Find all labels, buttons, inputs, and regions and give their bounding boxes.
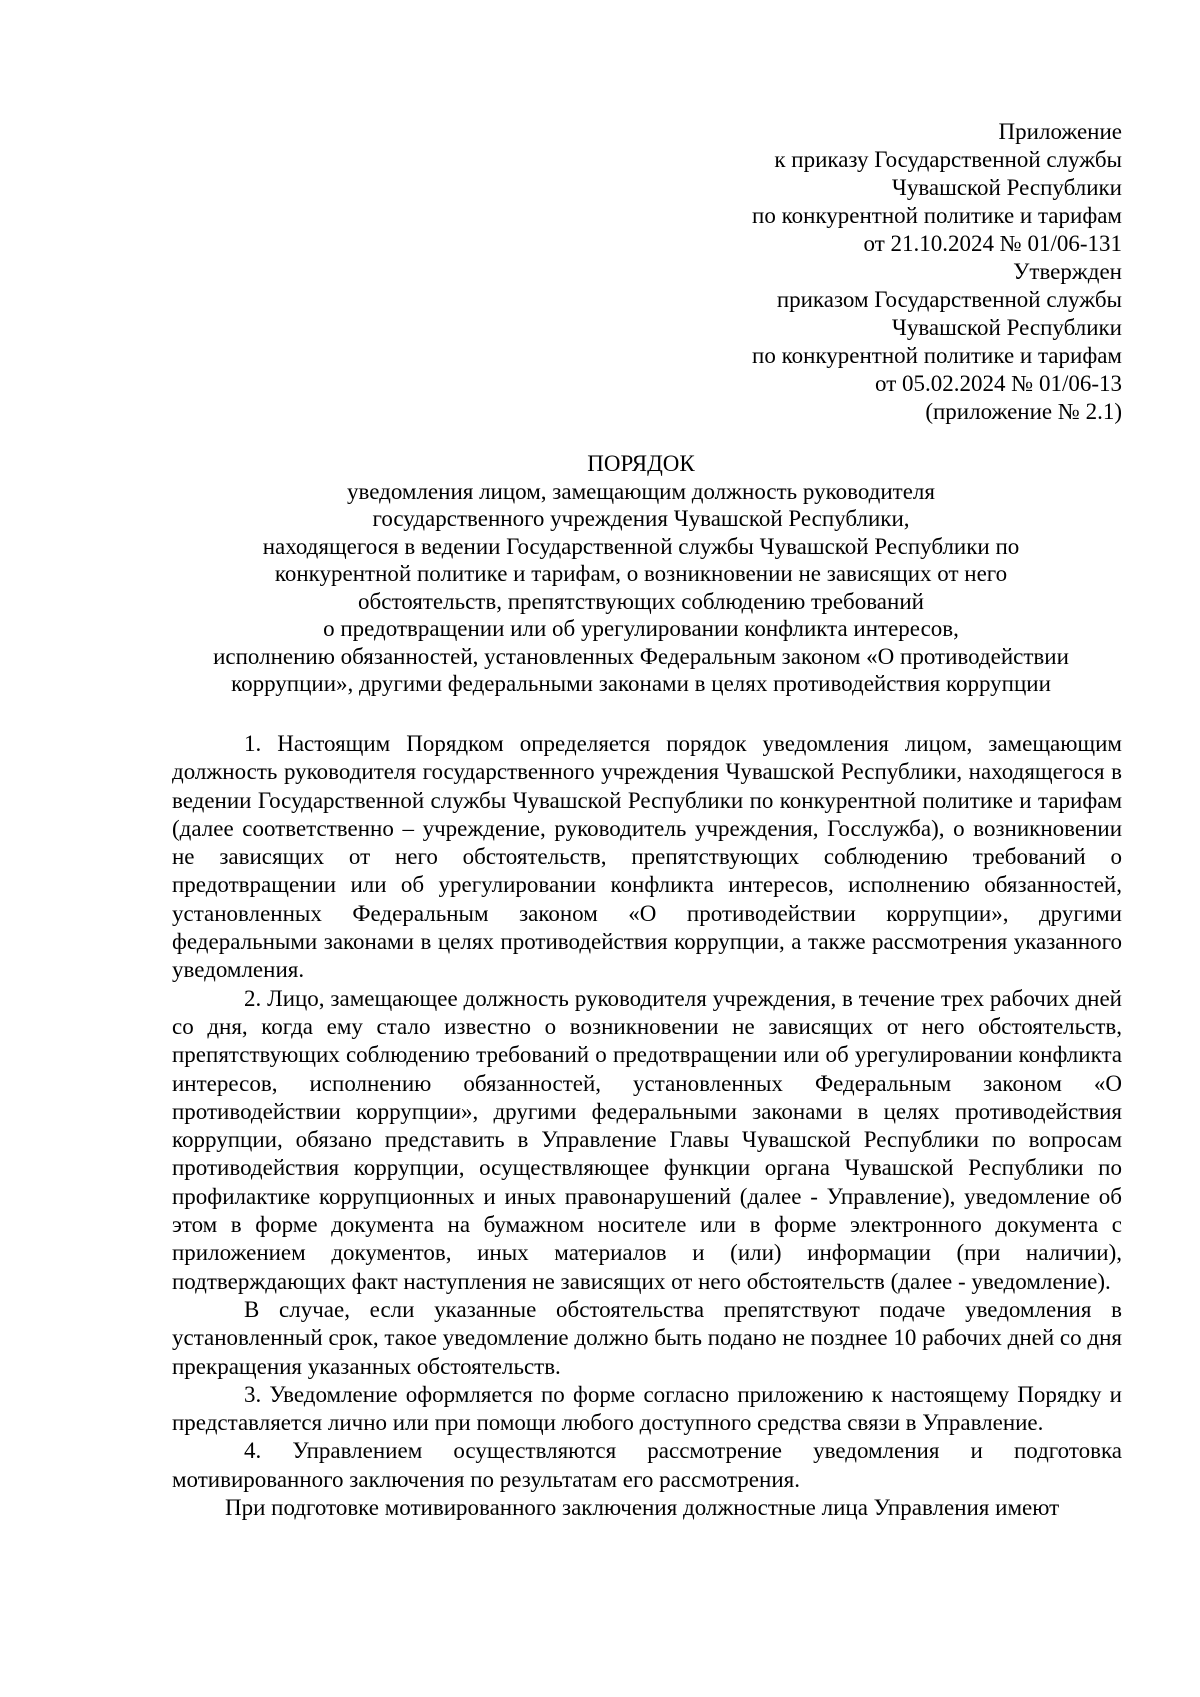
header-line: приказом Государственной службы bbox=[776, 287, 1122, 312]
header-line: Чувашской Республики bbox=[891, 315, 1122, 340]
header-line: по конкурентной политике и тарифам bbox=[752, 343, 1122, 368]
paragraph-4: 4. Управлением осуществляются рассмотрение уведомления и подготовка мотивированного заключения по результатам его рассмотрения. bbox=[172, 1438, 1122, 1492]
header-line: от 05.02.2024 № 01/06-13 bbox=[875, 371, 1122, 396]
paragraph-4-continued: При подготовке мотивированного заключения должностные лица Управления имеют bbox=[225, 1495, 1060, 1521]
title-line: о предотвращении или об урегулировании конфликта интересов, bbox=[323, 616, 959, 641]
title-heading: ПОРЯДОК bbox=[587, 451, 695, 476]
title-line: исполнению обязанностей, установленных Федеральным законом «О противодействии bbox=[213, 643, 1069, 669]
title-line: находящегося в ведении Государственной службы Чувашской Республики по bbox=[262, 533, 1020, 559]
header-line: Утвержден bbox=[1013, 259, 1122, 284]
document-title bbox=[160, 450, 1122, 698]
title-line: обстоятельств, препятствующих соблюдению требований bbox=[358, 588, 924, 614]
header-line: от 21.10.2024 № 01/06-131 bbox=[863, 231, 1122, 256]
paragraph-2-continued: В случае, если указанные обстоятельства препятствуют подаче уведомления в установленный срок, такое уведомление должно быть подано не позднее 10 рабочих дней со дня прекращения указанных обстоятельств. bbox=[172, 1296, 1122, 1379]
title-line: коррупции», другими федеральными законами в целях противодействия коррупции bbox=[231, 671, 1051, 696]
title-line: уведомления лицом, замещающим должность руководителя bbox=[347, 478, 935, 504]
paragraph-3: 3. Уведомление оформляется по форме согласно приложению к настоящему Порядку и представляется лично или при помощи любого доступного средства связи в Управление. bbox=[172, 1381, 1122, 1436]
document-body bbox=[172, 730, 1122, 1522]
header-line: Приложение bbox=[998, 119, 1122, 144]
header-line: (приложение № 2.1) bbox=[925, 399, 1122, 424]
title-line: конкурентной политике и тарифам, о возникновении не зависящих от него bbox=[274, 561, 1008, 586]
paragraph-2: 2. Лицо, замещающее должность руководителя учреждения, в течение трех рабочих дней со дня, когда ему стало известно о возникновении не зависящих от него обстоятельств, препятствующих соблюдению требований о предотвращении или об урегулировании конфликта интересов, исполнению обязанностей, установленных Федеральным законом «О противодействии коррупции», другими федеральными законами в целях противодействия коррупции, обязано представить в Управление Главы Чувашской Республики по вопросам противодействия коррупции, осуществляющее функции органа Чувашской Республики по профилактике коррупционных и иных правонарушений (далее - Управление), уведомление об этом в форме документа на бумажном носителе или в форме электронного документа с приложением документов, иных материалов и (или) информации (при наличии), подтверждающих факт наступления не зависящих от него обстоятельств (далее - уведомление). bbox=[172, 985, 1122, 1294]
paragraph-1: 1. Настоящим Порядком определяется порядок уведомления лицом, замещающим должность руководителя государственного учреждения Чувашской Республики, находящегося в ведении Государственной службы Чувашской Республики по конкурентной политике и тарифам (далее соответственно – учреждение, руководитель учреждения, Госслужба), о возникновении не зависящих от него обстоятельств, препятствующих соблюдению требований о предотвращении или об урегулировании конфликта интересов, исполнению обязанностей, установленных Федеральным законом «О противодействии коррупции», другими федеральными законами в целях противодействия коррупции, а также рассмотрения указанного уведомления. bbox=[172, 731, 1122, 983]
header-line: Чувашской Республики bbox=[891, 175, 1122, 200]
approval-header bbox=[560, 118, 1122, 426]
header-line: по конкурентной политике и тарифам bbox=[752, 203, 1122, 228]
title-line: государственного учреждения Чувашской Республики, bbox=[372, 506, 910, 531]
header-line: к приказу Государственной службы bbox=[774, 147, 1122, 172]
